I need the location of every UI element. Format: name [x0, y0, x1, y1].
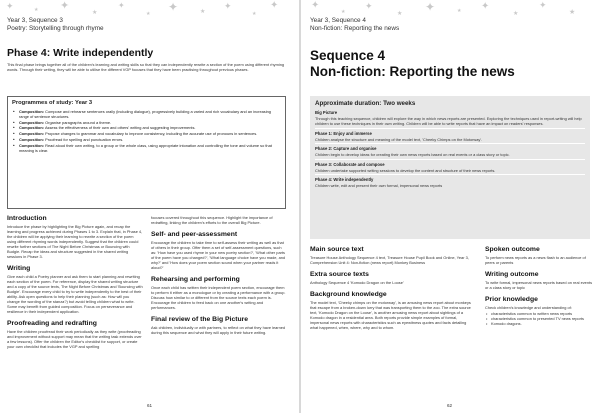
- section-heading-spoken-outcome: Spoken outcome: [485, 246, 540, 253]
- star-icon: ✦: [118, 1, 125, 10]
- section-heading-proofreading: Proofreading and redrafting: [7, 320, 97, 327]
- right-column-2: [485, 246, 593, 326]
- star-icon: ★: [513, 11, 519, 17]
- programme-label: Composition:: [19, 125, 45, 131]
- star-icon: ✦: [425, 0, 436, 14]
- divider: [315, 128, 585, 129]
- section-text-extra-source: Anthology Sequence 4 'Komodo Dragon on the Loose': [310, 280, 404, 285]
- sequence-subtitle: Poetry: Storytelling through rhyme: [7, 25, 104, 32]
- programme-item: [19, 143, 281, 153]
- phase-title: Phase 4: Write independently: [7, 47, 154, 59]
- prior-knowledge-list: [485, 311, 593, 326]
- section-text-writing-outcome: To write formal, impersonal news reports based on real events or a class story or topic: [485, 280, 593, 290]
- phase-label: Phase 2: Capture and organise: [315, 146, 377, 151]
- programme-item: [19, 120, 281, 125]
- phase-label: Phase 4: Write independently: [315, 177, 374, 182]
- phase-text: Children write, edit and present their own formal, impersonal news reports: [315, 183, 443, 188]
- left-column-2: [151, 215, 287, 341]
- star-icon: ✦: [311, 0, 320, 11]
- section-heading-final-review: Final review of the Big Picture: [151, 316, 249, 323]
- star-icon: ✦: [224, 1, 232, 11]
- phase-text: Children analyse the structure and meaning of the model text, 'Cheeky Chimps on the Motorway'.: [315, 136, 483, 142]
- phase-label: Phase 3: Collaborate and compose: [315, 161, 385, 167]
- sequence-title-line2: Non-fiction: Reporting the news: [310, 64, 515, 79]
- star-icon: ★: [92, 10, 98, 16]
- phase-intro: This final phase brings together all of the children's learning and writing skills so that they can independently rewrite a section of the poem using different rhyming words. Through their writing, they will be able to utilise the different VGP focuses that they have been practising throughout previous phases.: [7, 62, 285, 72]
- programme-label: Composition:: [19, 131, 45, 137]
- star-icon: ★: [397, 11, 403, 17]
- star-icon: ★: [341, 9, 346, 15]
- page-number: 62: [447, 403, 453, 408]
- star-icon: ✦: [481, 1, 490, 12]
- programme-text: Propose changes to grammar and vocabulary to improve consistency, including the accurate use of pronouns in sentences.: [44, 131, 258, 137]
- programme-item: [19, 125, 281, 130]
- big-picture-text: Through this teaching sequence, children will explore the way in which news reports are presented. Exploring the techniques used in report-writing will help children to use these techniques in their own writing. Children will be able to write reports that have an impact on readers' responses.: [315, 116, 582, 126]
- star-icon: ✦: [6, 1, 14, 11]
- section-text-proofreading: Have the children proofread their work periodically as they write (proofreading and improvement without support may mean that the writing task extends over a few lessons). Offer the children the Editor's checklist for support, or create your own checklist that includes the VGP and spelling: [7, 329, 142, 349]
- left-column-1: [7, 215, 143, 355]
- programme-label: Composition:: [19, 142, 45, 148]
- programmes-of-study-box: [7, 96, 286, 209]
- section-heading-writing: Writing: [7, 265, 31, 272]
- section-text-final-review: Ask children, individually or with partners, to reflect on what they have learned during this sequence and what they will apply in their future writing.: [151, 325, 286, 335]
- programme-label: Composition:: [19, 109, 45, 114]
- programme-text: Organise paragraphs around a theme.: [44, 119, 112, 125]
- section-text-continued: focuses covered throughout this sequence. Highlight the importance of redrafting, linking the children's efforts to the overall Big Picture.: [151, 215, 273, 225]
- star-icon: ✦: [539, 0, 547, 10]
- section-heading-main-source: Main source text: [310, 246, 364, 253]
- programme-label: Composition:: [19, 136, 45, 142]
- section-text-introduction: Introduce the phase by highlighting the Big Picture again, and recap the learning and progress achieved during Phases 1 to 3. Explain that, in Phase 4, the children will be applying their learning to rewrite a section of the poem using different rhyming words independently. Suggest that the children could rewrite further sections of The Night Before Christmas or Bouncing with Budgie. Recap the ideas and structure suggested in the shared writing sessions in Phase 3.: [7, 224, 143, 259]
- star-icon: ✦: [365, 1, 373, 11]
- programme-item: [19, 131, 281, 136]
- programme-item: [19, 109, 281, 119]
- programmes-title: Programmes of study: Year 3: [12, 100, 93, 106]
- page-number: 61: [147, 403, 153, 408]
- section-text-spoken-outcome: To perform news reports as a news flash to an audience of peers or parents: [485, 255, 586, 265]
- section-text-performing: Once each child has written their independent poem section, encourage them to perform it either as a monologue or by creating a performance with a group. Discuss how similar to or different from the source texts each poem is. Encourage the children to feed back on one another's writing and performances.: [151, 285, 286, 310]
- section-heading-extra-source: Extra source texts: [310, 271, 369, 278]
- section-text-prior-knowledge: Check children's knowledge and understanding of:: [485, 305, 572, 310]
- section-heading-prior-knowledge: Prior knowledge: [485, 296, 538, 303]
- programme-item: [19, 137, 281, 142]
- section-heading-introduction: Introduction: [7, 215, 47, 222]
- right-page: [301, 0, 600, 413]
- section-heading-writing-outcome: Writing outcome: [485, 271, 539, 278]
- phase-text: Children undertake supported writing sessions to develop the content and structure of their news reports.: [315, 167, 496, 173]
- section-text-assessment: Encourage the children to take time to self-assess their writing as well as that of others in their group. Offer them a set of self-assessment questions, such as: 'How have you used rhyme in your new poetry section?', 'What other parts of the poem have you changed?', 'What language choice have you made, and why?' and 'How does your poem section sound when your partner reads it aloud?': [151, 240, 286, 270]
- big-picture-label: Big Picture: [315, 110, 338, 115]
- sequence-label: Year 3, Sequence 3: [7, 17, 63, 24]
- programme-text: Compose and rehearse sentences orally (including dialogue), progressively building a varied and rich vocabulary and an increasing range of sentence structures.: [19, 109, 271, 120]
- programme-label: Composition:: [19, 119, 45, 125]
- star-icon: ★: [569, 9, 576, 16]
- phase-label: Phase 1: Enjoy and immerse: [315, 130, 372, 136]
- programme-text: Proofread for spelling and punctuation errors.: [44, 136, 124, 142]
- sequence-subtitle: Non-fiction: Reporting the news: [310, 25, 400, 32]
- sequence-title-line1: Sequence 4: [310, 48, 386, 63]
- section-heading-background: Background knowledge: [310, 291, 387, 298]
- right-column-1: [310, 246, 474, 336]
- programmes-list: [12, 109, 281, 153]
- star-icon: ★: [34, 7, 39, 13]
- section-heading-assessment: Self- and peer-assessment: [151, 231, 238, 238]
- programme-text: Read aloud their own writing, to a group or the whole class, using appropriate intonation and controlling the tone and volume so that meaning is clear.: [19, 142, 272, 153]
- star-icon: ✦: [60, 0, 70, 12]
- left-page: [0, 0, 299, 413]
- star-icon: ✦: [270, 0, 279, 11]
- sequence-title: [310, 48, 515, 80]
- section-text-main-source: Treasure House Anthology Sequence 4 text, Treasure House Pupil Book and Online, Year 3, Comprehension Unit 4: Non-fiction (news report) Monkey Business: [310, 255, 469, 265]
- star-icon: ✦: [168, 0, 179, 14]
- list-item: • Komodo dragons.: [491, 321, 593, 326]
- list-item: • characteristics common to presented TV news reports: [491, 316, 593, 321]
- divider: [315, 159, 585, 160]
- divider: [315, 143, 585, 144]
- list-item: • characteristics common to written news reports: [491, 311, 593, 316]
- sequence-label: Year 3, Sequence 4: [310, 17, 366, 24]
- star-icon: ★: [252, 11, 257, 17]
- section-text-background: The model text, 'Cheeky chimps on the motorway', is an amusing news report about monkeys that escape from a broken-down lorry that was transporting them to the zoo. The extra source text, 'Komodo Dragon on the Loose', is another amusing news report about sightings of a Komodo dragon in a residential area. Both reports provide simple examples of formal, impersonal news reports with characteristics such as eyewitness quotes and facts detailing what happened, when, where, why and to whom.: [310, 300, 471, 330]
- programme-text: Assess the effectiveness of their own and others' writing and suggesting improvements.: [44, 125, 196, 131]
- overview-box: [310, 96, 590, 239]
- star-icon: ★: [457, 8, 462, 14]
- section-text-writing: Give each child a Poetry planner and ask them to start planning and rewriting each section of the poem. For reference, display the shared writing structure and a copy of the source texts, The Night Before Christmas and 'Bouncing with Budgie'. Encourage every child to try to write independently to the best of their ability. Ask open questions to help their planning (such as: How will you change the wording of the stanza?) but avoid telling children what to write. Some may benefit from guided composition. Focus on perseverance and resilience in their independent application.: [7, 274, 143, 314]
- star-icon: ★: [146, 11, 151, 17]
- phase-text: Children begin to develop ideas for creating their own news reports based on real events or a class story or topic.: [315, 152, 510, 157]
- duration-title: Approximate duration: Two weeks: [315, 100, 416, 107]
- section-heading-performing: Rehearsing and performing: [151, 276, 240, 283]
- divider: [315, 174, 585, 175]
- star-icon: ★: [200, 9, 206, 15]
